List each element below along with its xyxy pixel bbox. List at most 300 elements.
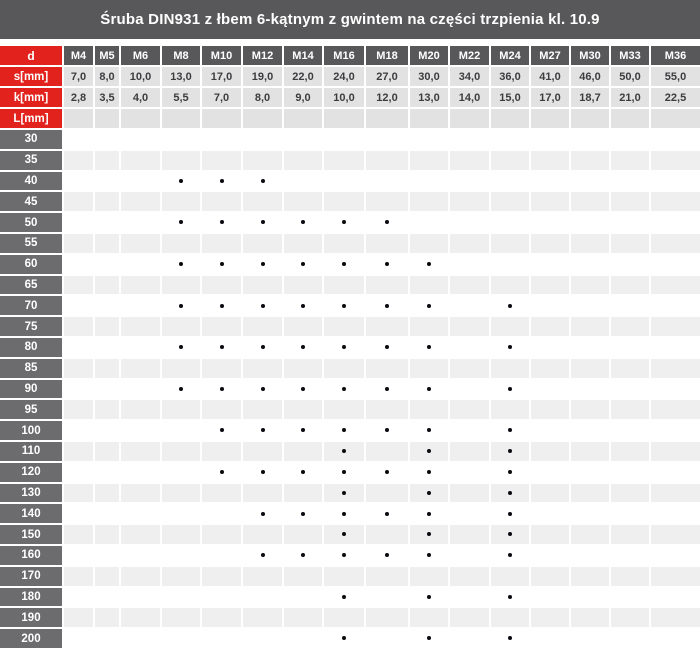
avail-cell-60-m22 (450, 255, 489, 274)
avail-cell-55-m20 (410, 234, 448, 253)
avail-cell-35-m27 (531, 151, 569, 170)
length-label-45: 45 (0, 192, 62, 211)
avail-cell-50-m33 (611, 213, 649, 232)
length-label-80: 80 (0, 338, 62, 357)
avail-cell-150-m22 (450, 525, 489, 544)
length-label-180: 180 (0, 588, 62, 607)
avail-cell-120-m20 (410, 463, 448, 482)
availability-dot (179, 262, 183, 266)
avail-cell-140-m4 (64, 504, 93, 523)
avail-cell-180-m33 (611, 588, 649, 607)
avail-cell-80-m18 (366, 338, 408, 357)
avail-cell-35-m6 (121, 151, 160, 170)
avail-cell-120-m10 (202, 463, 241, 482)
avail-cell-200-m30 (571, 629, 609, 648)
spec-cell-kmm-m30: 18,7 (571, 88, 609, 107)
avail-cell-130-m5 (95, 484, 119, 503)
availability-dot (427, 345, 431, 349)
avail-cell-90-m33 (611, 380, 649, 399)
avail-cell-170-m24 (491, 567, 529, 586)
availability-dot (427, 553, 431, 557)
length-row-50 (0, 213, 700, 232)
avail-cell-70-m5 (95, 296, 119, 315)
length-row-85 (0, 359, 700, 378)
avail-cell-160-m8 (162, 546, 200, 565)
availability-dot (301, 428, 305, 432)
avail-cell-70-m30 (571, 296, 609, 315)
length-row-30 (0, 130, 700, 149)
spec-cell-smm-m18: 27,0 (366, 67, 408, 86)
spec-cell-kmm-m33: 21,0 (611, 88, 649, 107)
availability-dot (427, 428, 431, 432)
avail-cell-70-m8 (162, 296, 200, 315)
avail-cell-140-m14 (284, 504, 322, 523)
avail-cell-70-m10 (202, 296, 241, 315)
avail-cell-95-m16 (324, 400, 364, 419)
avail-cell-130-m22 (450, 484, 489, 503)
avail-cell-30-m10 (202, 130, 241, 149)
avail-cell-200-m8 (162, 629, 200, 648)
spec-cell-lmm-m36 (651, 109, 700, 128)
availability-dot (261, 179, 265, 183)
availability-dot (427, 470, 431, 474)
length-row-70 (0, 296, 700, 315)
avail-cell-200-m22 (450, 629, 489, 648)
avail-cell-160-m16 (324, 546, 364, 565)
avail-cell-200-m16 (324, 629, 364, 648)
avail-cell-85-m36 (651, 359, 700, 378)
avail-cell-110-m6 (121, 442, 160, 461)
avail-cell-90-m12 (243, 380, 282, 399)
avail-cell-110-m16 (324, 442, 364, 461)
avail-cell-120-m27 (531, 463, 569, 482)
avail-cell-75-m10 (202, 317, 241, 336)
avail-cell-100-m22 (450, 421, 489, 440)
availability-dot (301, 220, 305, 224)
avail-cell-180-m5 (95, 588, 119, 607)
avail-cell-40-m24 (491, 172, 529, 191)
avail-cell-95-m33 (611, 400, 649, 419)
avail-cell-170-m20 (410, 567, 448, 586)
spec-cell-smm-m4: 7,0 (64, 67, 93, 86)
spec-cell-smm-m16: 24,0 (324, 67, 364, 86)
spec-cell-kmm-m14: 9,0 (284, 88, 322, 107)
avail-cell-55-m14 (284, 234, 322, 253)
length-row-180 (0, 588, 700, 607)
avail-cell-140-m8 (162, 504, 200, 523)
avail-cell-60-m6 (121, 255, 160, 274)
avail-cell-60-m20 (410, 255, 448, 274)
spec-row-lmm (0, 109, 700, 128)
length-row-40 (0, 172, 700, 191)
avail-cell-190-m18 (366, 608, 408, 627)
avail-cell-80-m16 (324, 338, 364, 357)
avail-cell-75-m4 (64, 317, 93, 336)
avail-cell-80-m12 (243, 338, 282, 357)
avail-cell-130-m6 (121, 484, 160, 503)
availability-dot (385, 512, 389, 516)
avail-cell-45-m33 (611, 192, 649, 211)
length-label-55: 55 (0, 234, 62, 253)
spec-cell-lmm-m10 (202, 109, 241, 128)
availability-dot (342, 595, 346, 599)
availability-dot (301, 470, 305, 474)
avail-cell-50-m10 (202, 213, 241, 232)
avail-cell-60-m36 (651, 255, 700, 274)
avail-cell-35-m10 (202, 151, 241, 170)
availability-dot (342, 387, 346, 391)
avail-cell-100-m20 (410, 421, 448, 440)
availability-dot (427, 491, 431, 495)
avail-cell-50-m22 (450, 213, 489, 232)
avail-cell-170-m18 (366, 567, 408, 586)
avail-cell-190-m24 (491, 608, 529, 627)
avail-cell-90-m16 (324, 380, 364, 399)
avail-cell-35-m4 (64, 151, 93, 170)
spec-cell-kmm-m24: 15,0 (491, 88, 529, 107)
spec-cell-smm-m5: 8,0 (95, 67, 119, 86)
availability-dot (220, 345, 224, 349)
availability-dot (220, 470, 224, 474)
avail-cell-35-m14 (284, 151, 322, 170)
length-row-35 (0, 151, 700, 170)
avail-cell-180-m30 (571, 588, 609, 607)
avail-cell-190-m6 (121, 608, 160, 627)
spec-label-smm: s[mm] (0, 67, 62, 86)
size-header-m8: M8 (162, 46, 200, 65)
avail-cell-85-m16 (324, 359, 364, 378)
length-label-75: 75 (0, 317, 62, 336)
avail-cell-75-m22 (450, 317, 489, 336)
spec-cell-lmm-m33 (611, 109, 649, 128)
avail-cell-35-m22 (450, 151, 489, 170)
length-label-120: 120 (0, 463, 62, 482)
size-header-m20: M20 (410, 46, 448, 65)
avail-cell-50-m4 (64, 213, 93, 232)
avail-cell-110-m22 (450, 442, 489, 461)
avail-cell-55-m27 (531, 234, 569, 253)
length-label-190: 190 (0, 608, 62, 627)
avail-cell-75-m8 (162, 317, 200, 336)
availability-dot (261, 553, 265, 557)
length-label-160: 160 (0, 546, 62, 565)
length-label-200: 200 (0, 629, 62, 648)
availability-dot (508, 512, 512, 516)
avail-cell-90-m22 (450, 380, 489, 399)
avail-cell-200-m4 (64, 629, 93, 648)
spec-cell-lmm-m6 (121, 109, 160, 128)
length-label-170: 170 (0, 567, 62, 586)
avail-cell-50-m5 (95, 213, 119, 232)
avail-cell-75-m30 (571, 317, 609, 336)
avail-cell-95-m6 (121, 400, 160, 419)
avail-cell-45-m27 (531, 192, 569, 211)
avail-cell-95-m8 (162, 400, 200, 419)
availability-dot (508, 491, 512, 495)
avail-cell-35-m16 (324, 151, 364, 170)
length-row-80 (0, 338, 700, 357)
avail-cell-130-m20 (410, 484, 448, 503)
avail-cell-30-m16 (324, 130, 364, 149)
avail-cell-160-m4 (64, 546, 93, 565)
spec-cell-lmm-m16 (324, 109, 364, 128)
avail-cell-160-m6 (121, 546, 160, 565)
avail-cell-30-m27 (531, 130, 569, 149)
avail-cell-100-m30 (571, 421, 609, 440)
size-header-m33: M33 (611, 46, 649, 65)
spec-cell-smm-m22: 34,0 (450, 67, 489, 86)
avail-cell-75-m27 (531, 317, 569, 336)
availability-dot (508, 636, 512, 640)
avail-cell-65-m22 (450, 276, 489, 295)
avail-cell-120-m30 (571, 463, 609, 482)
availability-dot (261, 428, 265, 432)
availability-dot (342, 553, 346, 557)
title-bar (0, 0, 700, 39)
availability-dot (261, 387, 265, 391)
avail-cell-50-m14 (284, 213, 322, 232)
avail-cell-110-m30 (571, 442, 609, 461)
avail-cell-100-m12 (243, 421, 282, 440)
avail-cell-170-m10 (202, 567, 241, 586)
avail-cell-110-m18 (366, 442, 408, 461)
spec-cell-lmm-m14 (284, 109, 322, 128)
spec-cell-kmm-m5: 3,5 (95, 88, 119, 107)
avail-cell-150-m6 (121, 525, 160, 544)
availability-dot (385, 220, 389, 224)
avail-cell-95-m18 (366, 400, 408, 419)
avail-cell-110-m5 (95, 442, 119, 461)
avail-cell-35-m12 (243, 151, 282, 170)
avail-cell-30-m8 (162, 130, 200, 149)
spec-cell-smm-m10: 17,0 (202, 67, 241, 86)
avail-cell-70-m24 (491, 296, 529, 315)
avail-cell-90-m6 (121, 380, 160, 399)
avail-cell-110-m36 (651, 442, 700, 461)
length-label-35: 35 (0, 151, 62, 170)
avail-cell-35-m8 (162, 151, 200, 170)
avail-cell-120-m16 (324, 463, 364, 482)
avail-cell-85-m22 (450, 359, 489, 378)
length-label-30: 30 (0, 130, 62, 149)
avail-cell-140-m6 (121, 504, 160, 523)
availability-dot (427, 532, 431, 536)
avail-cell-95-m27 (531, 400, 569, 419)
size-header-m10: M10 (202, 46, 241, 65)
avail-cell-110-m12 (243, 442, 282, 461)
avail-cell-40-m36 (651, 172, 700, 191)
avail-cell-140-m18 (366, 504, 408, 523)
avail-cell-190-m22 (450, 608, 489, 627)
spec-cell-lmm-m30 (571, 109, 609, 128)
avail-cell-55-m33 (611, 234, 649, 253)
availability-dot (508, 304, 512, 308)
availability-dot (342, 449, 346, 453)
avail-cell-30-m22 (450, 130, 489, 149)
avail-cell-70-m6 (121, 296, 160, 315)
spec-cell-lmm-m27 (531, 109, 569, 128)
avail-cell-55-m10 (202, 234, 241, 253)
avail-cell-30-m14 (284, 130, 322, 149)
avail-cell-190-m16 (324, 608, 364, 627)
avail-cell-65-m16 (324, 276, 364, 295)
size-header-m36: M36 (651, 46, 700, 65)
avail-cell-80-m5 (95, 338, 119, 357)
avail-cell-130-m12 (243, 484, 282, 503)
spec-cell-smm-m30: 46,0 (571, 67, 609, 86)
avail-cell-150-m24 (491, 525, 529, 544)
avail-cell-85-m5 (95, 359, 119, 378)
avail-cell-60-m4 (64, 255, 93, 274)
avail-cell-130-m16 (324, 484, 364, 503)
length-row-150 (0, 525, 700, 544)
avail-cell-140-m10 (202, 504, 241, 523)
avail-cell-90-m4 (64, 380, 93, 399)
avail-cell-30-m12 (243, 130, 282, 149)
avail-cell-60-m24 (491, 255, 529, 274)
avail-cell-140-m30 (571, 504, 609, 523)
avail-cell-45-m12 (243, 192, 282, 211)
size-header-m18: M18 (366, 46, 408, 65)
avail-cell-200-m10 (202, 629, 241, 648)
size-header-m12: M12 (243, 46, 282, 65)
avail-cell-40-m30 (571, 172, 609, 191)
avail-cell-90-m18 (366, 380, 408, 399)
avail-cell-85-m8 (162, 359, 200, 378)
availability-dot (301, 304, 305, 308)
availability-dot (342, 636, 346, 640)
avail-cell-40-m14 (284, 172, 322, 191)
avail-cell-90-m24 (491, 380, 529, 399)
avail-cell-100-m27 (531, 421, 569, 440)
availability-dot (427, 636, 431, 640)
avail-cell-75-m5 (95, 317, 119, 336)
avail-cell-40-m27 (531, 172, 569, 191)
avail-cell-190-m10 (202, 608, 241, 627)
avail-cell-120-m14 (284, 463, 322, 482)
avail-cell-30-m36 (651, 130, 700, 149)
availability-dot (220, 428, 224, 432)
length-label-85: 85 (0, 359, 62, 378)
spec-cell-kmm-m4: 2,8 (64, 88, 93, 107)
avail-cell-75-m14 (284, 317, 322, 336)
avail-cell-180-m10 (202, 588, 241, 607)
avail-cell-95-m20 (410, 400, 448, 419)
spec-cell-smm-m36: 55,0 (651, 67, 700, 86)
avail-cell-55-m4 (64, 234, 93, 253)
avail-cell-50-m12 (243, 213, 282, 232)
avail-cell-40-m4 (64, 172, 93, 191)
avail-cell-190-m27 (531, 608, 569, 627)
availability-dot (385, 470, 389, 474)
avail-cell-150-m14 (284, 525, 322, 544)
page-title: Śruba DIN931 z łbem 6-kątnym z gwintem na części trzpienia kl. 10.9 (100, 11, 600, 28)
avail-cell-75-m24 (491, 317, 529, 336)
avail-cell-150-m10 (202, 525, 241, 544)
avail-cell-45-m24 (491, 192, 529, 211)
avail-cell-200-m33 (611, 629, 649, 648)
avail-cell-120-m5 (95, 463, 119, 482)
length-label-70: 70 (0, 296, 62, 315)
avail-cell-150-m12 (243, 525, 282, 544)
availability-dot (261, 512, 265, 516)
length-label-140: 140 (0, 504, 62, 523)
avail-cell-110-m14 (284, 442, 322, 461)
availability-dot (301, 387, 305, 391)
avail-cell-45-m18 (366, 192, 408, 211)
avail-cell-160-m10 (202, 546, 241, 565)
spec-row-kmm (0, 88, 700, 107)
availability-dot (508, 387, 512, 391)
availability-dot (342, 532, 346, 536)
spec-cell-kmm-m18: 12,0 (366, 88, 408, 107)
availability-dot (301, 345, 305, 349)
avail-cell-30-m30 (571, 130, 609, 149)
avail-cell-55-m18 (366, 234, 408, 253)
length-row-60 (0, 255, 700, 274)
avail-cell-35-m5 (95, 151, 119, 170)
avail-cell-65-m20 (410, 276, 448, 295)
size-header-m4: M4 (64, 46, 93, 65)
availability-dot (508, 470, 512, 474)
avail-cell-120-m8 (162, 463, 200, 482)
avail-cell-60-m18 (366, 255, 408, 274)
availability-dot (427, 512, 431, 516)
avail-cell-35-m20 (410, 151, 448, 170)
avail-cell-40-m16 (324, 172, 364, 191)
avail-cell-65-m14 (284, 276, 322, 295)
avail-cell-70-m22 (450, 296, 489, 315)
avail-cell-80-m8 (162, 338, 200, 357)
avail-cell-160-m36 (651, 546, 700, 565)
availability-dot (179, 304, 183, 308)
avail-cell-30-m18 (366, 130, 408, 149)
availability-dot (342, 428, 346, 432)
avail-cell-70-m14 (284, 296, 322, 315)
avail-cell-90-m8 (162, 380, 200, 399)
avail-cell-70-m18 (366, 296, 408, 315)
length-row-65 (0, 276, 700, 295)
spec-cell-smm-m33: 50,0 (611, 67, 649, 86)
avail-cell-30-m6 (121, 130, 160, 149)
spec-cell-lmm-m12 (243, 109, 282, 128)
avail-cell-45-m14 (284, 192, 322, 211)
avail-cell-65-m30 (571, 276, 609, 295)
availability-dot (427, 304, 431, 308)
avail-cell-80-m33 (611, 338, 649, 357)
avail-cell-95-m14 (284, 400, 322, 419)
avail-cell-150-m30 (571, 525, 609, 544)
avail-cell-30-m24 (491, 130, 529, 149)
avail-cell-120-m6 (121, 463, 160, 482)
avail-cell-100-m18 (366, 421, 408, 440)
avail-cell-170-m12 (243, 567, 282, 586)
avail-cell-65-m4 (64, 276, 93, 295)
avail-cell-110-m4 (64, 442, 93, 461)
diameter-corner-cell: d (0, 46, 62, 65)
avail-cell-180-m20 (410, 588, 448, 607)
avail-cell-90-m30 (571, 380, 609, 399)
avail-cell-100-m10 (202, 421, 241, 440)
availability-dot (342, 220, 346, 224)
avail-cell-130-m33 (611, 484, 649, 503)
avail-cell-55-m30 (571, 234, 609, 253)
avail-cell-130-m10 (202, 484, 241, 503)
avail-cell-180-m6 (121, 588, 160, 607)
avail-cell-60-m27 (531, 255, 569, 274)
avail-cell-95-m30 (571, 400, 609, 419)
din931-spec-table (0, 44, 700, 650)
